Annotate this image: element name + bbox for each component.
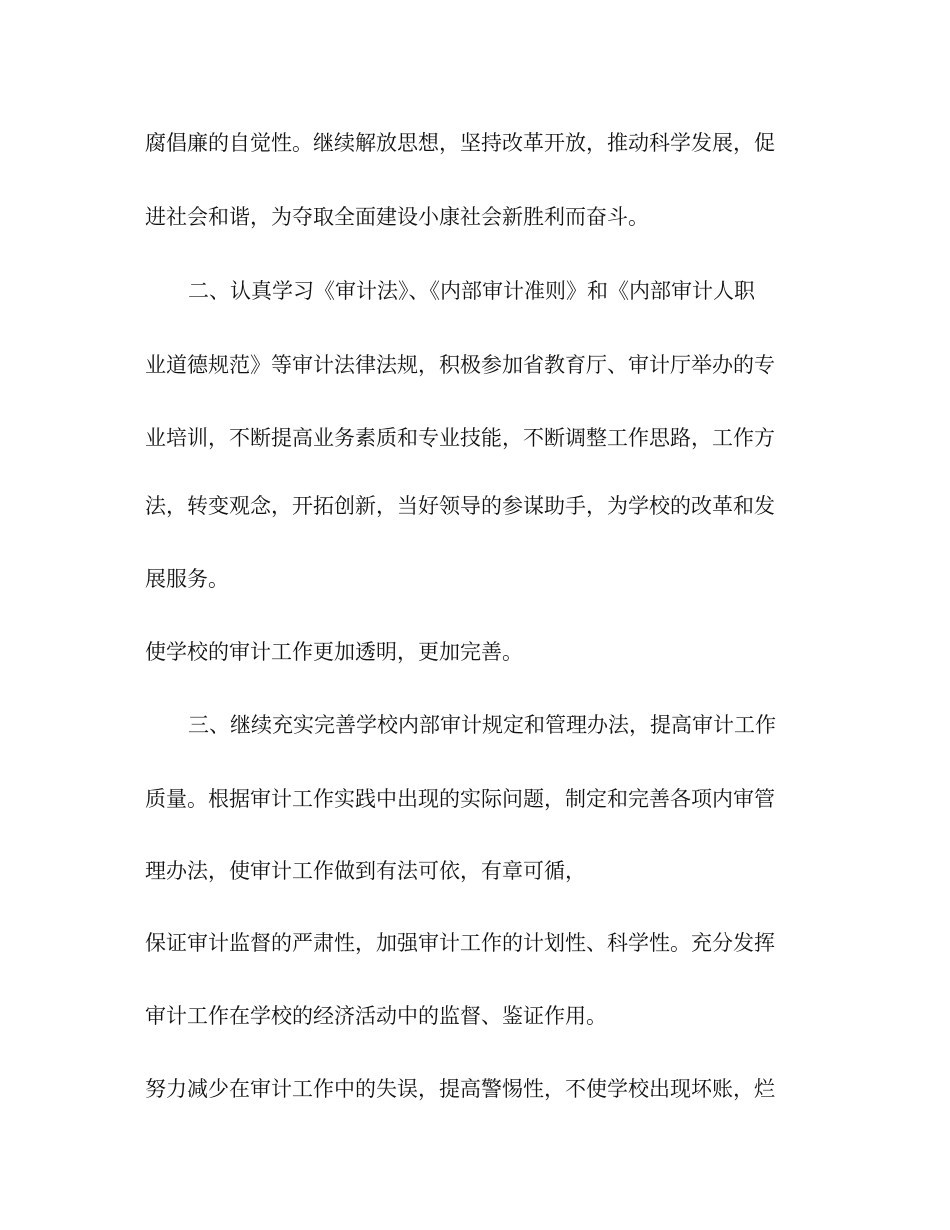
paragraph-heading-3: 三、继续充实完善学校内部审计规定和管理办法，提高审计工作: [188, 713, 776, 737]
text-line: 业培训，不断提高业务素质和专业技能，不断调整工作思路，工作方: [145, 426, 775, 450]
text-line: 展服务。: [145, 567, 229, 591]
paragraph-heading-2: 二、认真学习《审计法》、《内部审计准则》和《内部审计人职: [188, 279, 755, 303]
text-line: 审计工作在学校的经济活动中的监督、鉴证作用。: [145, 1004, 607, 1028]
text-line: 质量。根据审计工作实践中出现的实际问题，制定和完善各项内审管: [145, 787, 775, 811]
text-line: 使学校的审计工作更加透明，更加完善。: [145, 640, 523, 664]
text-line: 理办法，使审计工作做到有法可依，有章可循，: [145, 859, 586, 883]
text-line: 法，转变观念，开拓创新，当好领导的参谋助手，为学校的改革和发: [145, 494, 775, 518]
text-line: 进社会和谐，为夺取全面建设小康社会新胜利而奋斗。: [145, 205, 649, 229]
text-line: 业道德规范》等审计法律法规，积极参加省教育厅、审计厅举办的专: [145, 353, 775, 377]
text-line: 努力减少在审计工作中的失误，提高警惕性，不使学校出现坏账，烂: [145, 1077, 775, 1101]
text-line: 腐倡廉的自觉性。继续解放思想，坚持改革开放，推动科学发展，促: [145, 131, 775, 155]
text-line: 保证审计监督的严肃性，加强审计工作的计划性、科学性。充分发挥: [145, 931, 775, 955]
